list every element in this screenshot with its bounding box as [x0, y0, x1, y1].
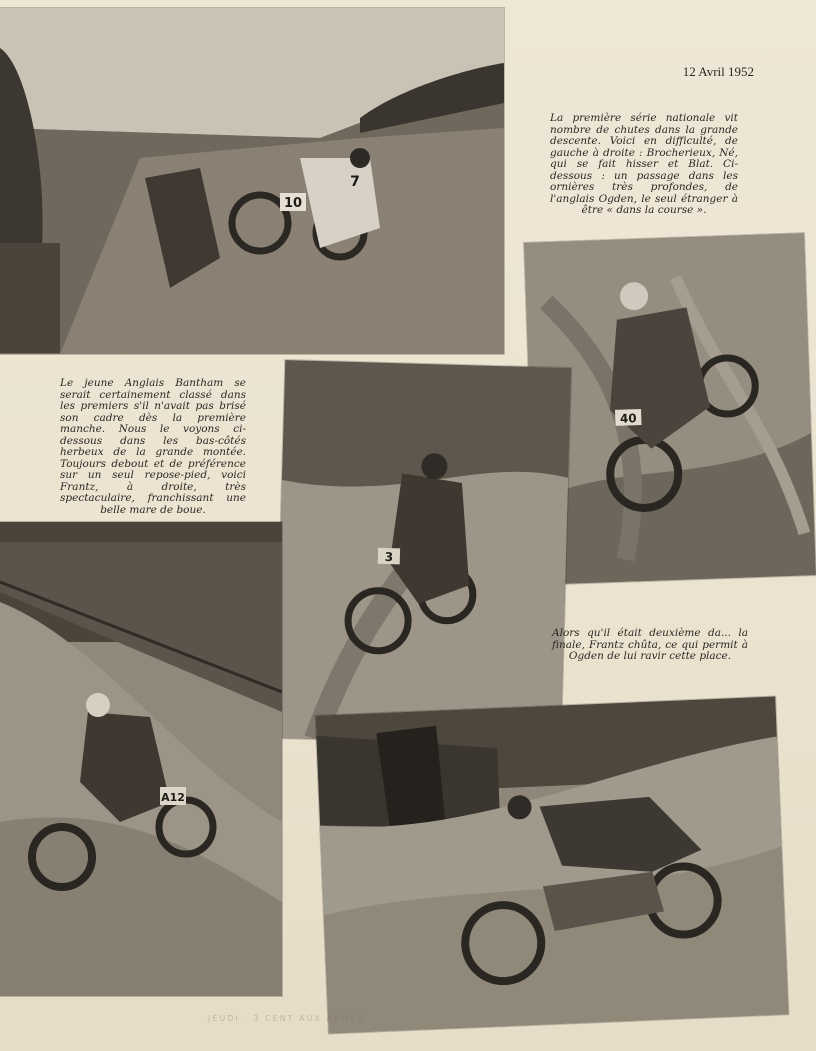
- caption-bantham-frantz: Le jeune Anglais Bantham se serait certainement classé dans les premiers s'il n'avait pas brisé son cadre dès la première manche. Nous le voyons ci-dessous dans les bas-côtés herbeux de la grande montée. Toujours debout et de préférence sur un seul repose-pied, voici Frantz, à droite, très spectaculaire, franchissant une belle mare de boue.: [60, 377, 246, 516]
- photo-frantz-crash: [316, 697, 789, 1034]
- photo-bantham-fence: [0, 522, 282, 996]
- caption-frantz-fall: Alors qu'il était deuxième da... la finale, Frantz chûta, ce qui permit à Ogden de lui ravir cette place.: [552, 627, 748, 662]
- caption-descent: La première série nationale vit nombre de chutes dans la grande descente. Voici en difficulté, de gauche à droite : Brocherieux, Né, qui se fait hisser et Blat. Ci-dessous : un passage dans les ornières très profondes, de l'anglais Ogden, le seul étranger à être « dans la course ».: [550, 112, 738, 216]
- bleed-through-text: JEUDI . 3 CENT AUX ARMES: [208, 1014, 365, 1023]
- photo-descent-crash: [0, 8, 504, 354]
- photo-bantham-slope: [275, 360, 571, 746]
- race-number-a12: A12: [161, 791, 185, 804]
- race-number-10: 10: [283, 196, 303, 211]
- race-number-7: 7: [350, 174, 360, 190]
- race-number-3: 3: [384, 549, 394, 565]
- issue-date: 12 Avril 1952: [682, 64, 754, 79]
- race-number-40: 40: [619, 411, 637, 426]
